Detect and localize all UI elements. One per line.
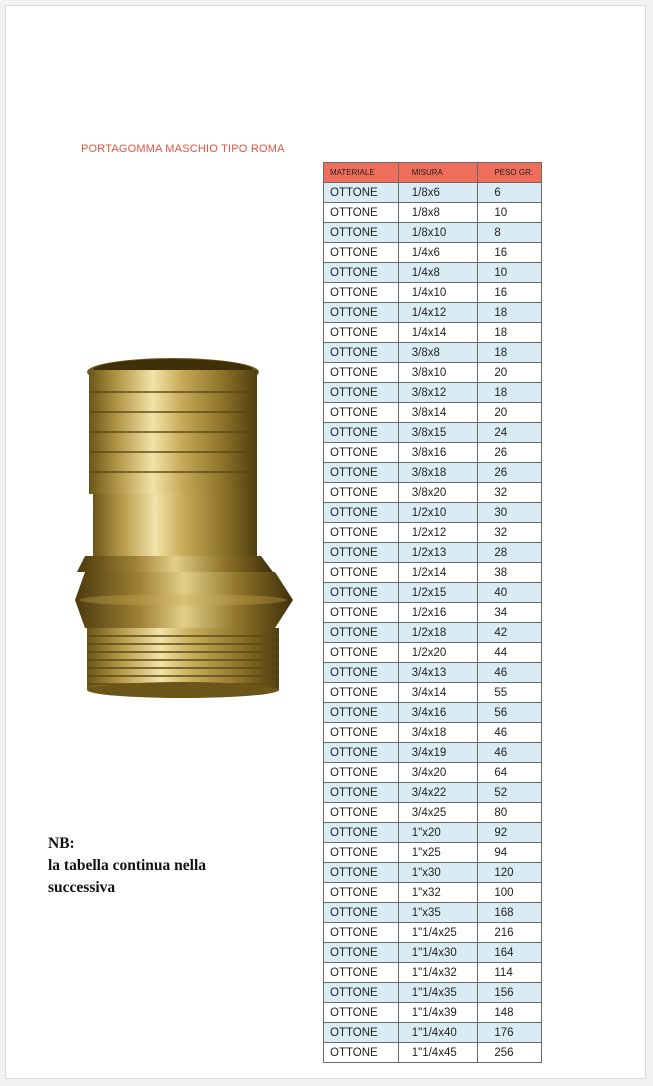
cell-misura: 3/4x22 <box>398 783 478 803</box>
table-row <box>324 363 542 383</box>
cell-peso: 28 <box>478 543 542 563</box>
cell-materiale: OTTONE <box>324 943 399 963</box>
cell-misura: 1"1/4x40 <box>398 1023 478 1043</box>
cell-misura: 1/2x15 <box>398 583 478 603</box>
specs-table <box>323 162 542 1063</box>
cell-misura: 1/8x6 <box>398 183 478 203</box>
table-row <box>324 383 542 403</box>
cell-peso: 10 <box>478 263 542 283</box>
table-row <box>324 423 542 443</box>
table-row <box>324 543 542 563</box>
table-row <box>324 963 542 983</box>
cell-peso: 156 <box>478 983 542 1003</box>
cell-peso: 94 <box>478 843 542 863</box>
note-line: NB: <box>48 835 75 852</box>
cell-misura: 1/2x16 <box>398 603 478 623</box>
table-row <box>324 343 542 363</box>
catalog-page <box>5 5 646 1079</box>
note-text <box>48 833 206 899</box>
cell-materiale: OTTONE <box>324 783 399 803</box>
cell-materiale: OTTONE <box>324 1043 399 1063</box>
cell-peso: 24 <box>478 423 542 443</box>
cell-misura: 3/8x20 <box>398 483 478 503</box>
cell-materiale: OTTONE <box>324 803 399 823</box>
cell-peso: 148 <box>478 1003 542 1023</box>
table-row <box>324 203 542 223</box>
cell-materiale: OTTONE <box>324 723 399 743</box>
cell-peso: 56 <box>478 703 542 723</box>
cell-misura: 1/8x8 <box>398 203 478 223</box>
table-row <box>324 183 542 203</box>
cell-materiale: OTTONE <box>324 983 399 1003</box>
cell-materiale: OTTONE <box>324 663 399 683</box>
cell-peso: 18 <box>478 343 542 363</box>
cell-misura: 3/8x15 <box>398 423 478 443</box>
cell-misura: 3/4x16 <box>398 703 478 723</box>
cell-misura: 1"1/4x45 <box>398 1043 478 1063</box>
cell-materiale: OTTONE <box>324 503 399 523</box>
table-row <box>324 523 542 543</box>
cell-materiale: OTTONE <box>324 683 399 703</box>
cell-materiale: OTTONE <box>324 743 399 763</box>
cell-peso: 176 <box>478 1023 542 1043</box>
cell-materiale: OTTONE <box>324 263 399 283</box>
cell-misura: 1"x20 <box>398 823 478 843</box>
note-line: successiva <box>48 879 116 896</box>
cell-misura: 3/4x19 <box>398 743 478 763</box>
cell-peso: 32 <box>478 483 542 503</box>
cell-misura: 1"x30 <box>398 863 478 883</box>
cell-misura: 1/4x14 <box>398 323 478 343</box>
cell-peso: 6 <box>478 183 542 203</box>
table-row <box>324 723 542 743</box>
cell-misura: 3/8x18 <box>398 463 478 483</box>
cell-misura: 3/8x8 <box>398 343 478 363</box>
cell-materiale: OTTONE <box>324 223 399 243</box>
cell-peso: 10 <box>478 203 542 223</box>
cell-peso: 18 <box>478 323 542 343</box>
table-row <box>324 943 542 963</box>
cell-peso: 256 <box>478 1043 542 1063</box>
cell-peso: 26 <box>478 463 542 483</box>
cell-materiale: OTTONE <box>324 303 399 323</box>
table-row <box>324 803 542 823</box>
cell-misura: 1/2x13 <box>398 543 478 563</box>
cell-peso: 42 <box>478 623 542 643</box>
cell-materiale: OTTONE <box>324 883 399 903</box>
cell-materiale: OTTONE <box>324 1003 399 1023</box>
table-body <box>324 183 542 1063</box>
cell-materiale: OTTONE <box>324 523 399 543</box>
cell-peso: 164 <box>478 943 542 963</box>
table-row <box>324 903 542 923</box>
cell-materiale: OTTONE <box>324 203 399 223</box>
table-row <box>324 283 542 303</box>
cell-materiale: OTTONE <box>324 1023 399 1043</box>
cell-materiale: OTTONE <box>324 603 399 623</box>
cell-peso: 46 <box>478 723 542 743</box>
cell-misura: 1"1/4x25 <box>398 923 478 943</box>
cell-peso: 46 <box>478 743 542 763</box>
cell-misura: 1"1/4x35 <box>398 983 478 1003</box>
cell-peso: 30 <box>478 503 542 523</box>
cell-materiale: OTTONE <box>324 903 399 923</box>
cell-peso: 40 <box>478 583 542 603</box>
cell-materiale: OTTONE <box>324 623 399 643</box>
cell-materiale: OTTONE <box>324 323 399 343</box>
cell-peso: 55 <box>478 683 542 703</box>
note-line: la tabella continua nella <box>48 857 207 874</box>
cell-materiale: OTTONE <box>324 963 399 983</box>
cell-misura: 1/2x20 <box>398 643 478 663</box>
cell-peso: 32 <box>478 523 542 543</box>
cell-misura: 1/4x10 <box>398 283 478 303</box>
table-row <box>324 263 542 283</box>
column-header-peso: PESO GR. <box>478 163 542 183</box>
cell-materiale: OTTONE <box>324 363 399 383</box>
table-row <box>324 463 542 483</box>
table-row <box>324 923 542 943</box>
cell-peso: 34 <box>478 603 542 623</box>
cell-materiale: OTTONE <box>324 283 399 303</box>
cell-misura: 1/4x6 <box>398 243 478 263</box>
table-row <box>324 243 542 263</box>
cell-peso: 52 <box>478 783 542 803</box>
table-row <box>324 503 542 523</box>
cell-misura: 1/2x10 <box>398 503 478 523</box>
cell-materiale: OTTONE <box>324 443 399 463</box>
cell-materiale: OTTONE <box>324 563 399 583</box>
cell-peso: 8 <box>478 223 542 243</box>
cell-materiale: OTTONE <box>324 583 399 603</box>
cell-materiale: OTTONE <box>324 763 399 783</box>
table-row <box>324 823 542 843</box>
table-row <box>324 883 542 903</box>
table-row <box>324 783 542 803</box>
cell-materiale: OTTONE <box>324 183 399 203</box>
cell-misura: 3/8x16 <box>398 443 478 463</box>
cell-materiale: OTTONE <box>324 643 399 663</box>
table-row <box>324 1043 542 1063</box>
cell-misura: 1/2x18 <box>398 623 478 643</box>
table-row <box>324 863 542 883</box>
cell-misura: 3/4x18 <box>398 723 478 743</box>
cell-misura: 1"1/4x39 <box>398 1003 478 1023</box>
cell-peso: 16 <box>478 243 542 263</box>
cell-peso: 114 <box>478 963 542 983</box>
table-row <box>324 683 542 703</box>
cell-misura: 1/2x14 <box>398 563 478 583</box>
cell-peso: 92 <box>478 823 542 843</box>
cell-peso: 120 <box>478 863 542 883</box>
table-row <box>324 403 542 423</box>
table-row <box>324 743 542 763</box>
column-header-misura: MISURA <box>398 163 478 183</box>
cell-misura: 1"1/4x32 <box>398 963 478 983</box>
cell-peso: 20 <box>478 363 542 383</box>
cell-misura: 1"1/4x30 <box>398 943 478 963</box>
cell-peso: 38 <box>478 563 542 583</box>
cell-materiale: OTTONE <box>324 483 399 503</box>
cell-misura: 1"x25 <box>398 843 478 863</box>
cell-materiale: OTTONE <box>324 543 399 563</box>
table-row <box>324 1023 542 1043</box>
page-title: PORTAGOMMA MASCHIO TIPO ROMA <box>81 143 285 155</box>
cell-peso: 64 <box>478 763 542 783</box>
cell-misura: 3/4x25 <box>398 803 478 823</box>
table-row <box>324 623 542 643</box>
cell-misura: 1/4x12 <box>398 303 478 323</box>
cell-misura: 1"x35 <box>398 903 478 923</box>
cell-peso: 100 <box>478 883 542 903</box>
cell-peso: 18 <box>478 383 542 403</box>
cell-materiale: OTTONE <box>324 403 399 423</box>
cell-peso: 216 <box>478 923 542 943</box>
cell-materiale: OTTONE <box>324 923 399 943</box>
cell-misura: 1/8x10 <box>398 223 478 243</box>
table-row <box>324 703 542 723</box>
table-row <box>324 583 542 603</box>
cell-peso: 16 <box>478 283 542 303</box>
table-row <box>324 843 542 863</box>
table-row <box>324 223 542 243</box>
table-header-row <box>324 163 542 183</box>
cell-misura: 3/8x12 <box>398 383 478 403</box>
column-header-materiale: MATERIALE <box>324 163 399 183</box>
table-row <box>324 303 542 323</box>
brass-fitting-image <box>73 350 293 710</box>
cell-materiale: OTTONE <box>324 843 399 863</box>
cell-peso: 168 <box>478 903 542 923</box>
cell-peso: 20 <box>478 403 542 423</box>
table-row <box>324 763 542 783</box>
cell-materiale: OTTONE <box>324 463 399 483</box>
cell-materiale: OTTONE <box>324 703 399 723</box>
cell-materiale: OTTONE <box>324 383 399 403</box>
cell-misura: 3/4x20 <box>398 763 478 783</box>
table-row <box>324 483 542 503</box>
cell-materiale: OTTONE <box>324 823 399 843</box>
table-row <box>324 603 542 623</box>
cell-misura: 3/4x14 <box>398 683 478 703</box>
cell-misura: 3/8x10 <box>398 363 478 383</box>
cell-peso: 44 <box>478 643 542 663</box>
cell-peso: 26 <box>478 443 542 463</box>
cell-materiale: OTTONE <box>324 423 399 443</box>
cell-misura: 3/8x14 <box>398 403 478 423</box>
cell-materiale: OTTONE <box>324 343 399 363</box>
table-row <box>324 323 542 343</box>
cell-materiale: OTTONE <box>324 863 399 883</box>
cell-misura: 3/4x13 <box>398 663 478 683</box>
cell-peso: 46 <box>478 663 542 683</box>
cell-materiale: OTTONE <box>324 243 399 263</box>
table-row <box>324 443 542 463</box>
cell-peso: 18 <box>478 303 542 323</box>
cell-misura: 1/4x8 <box>398 263 478 283</box>
table-row <box>324 643 542 663</box>
table-row <box>324 563 542 583</box>
table-row <box>324 983 542 1003</box>
table-row <box>324 1003 542 1023</box>
table-row <box>324 663 542 683</box>
cell-misura: 1"x32 <box>398 883 478 903</box>
cell-misura: 1/2x12 <box>398 523 478 543</box>
cell-peso: 80 <box>478 803 542 823</box>
